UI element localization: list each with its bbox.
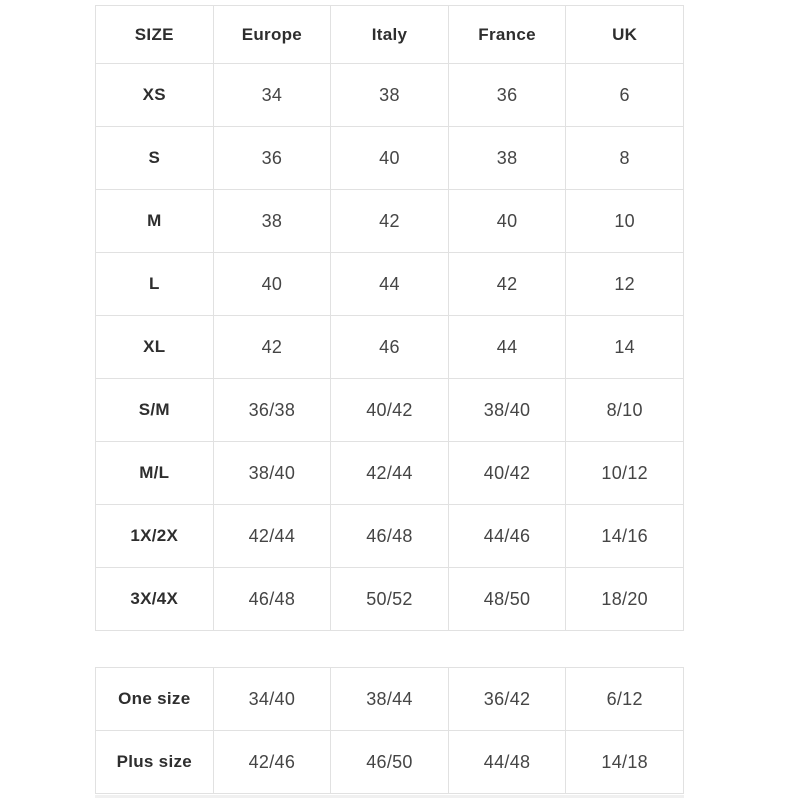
size-value-cell: 42/44 [213,505,331,568]
column-header-italy: Italy [331,6,449,64]
size-value-cell: 6 [566,64,684,127]
size-value-cell: 38/40 [448,379,566,442]
size-value-cell: 10/12 [566,442,684,505]
size-value-cell: 34 [213,64,331,127]
special-sizes-table-body [96,668,684,794]
size-value-cell: 36/38 [213,379,331,442]
table-row [96,668,684,731]
size-value-cell: 38 [213,190,331,253]
size-label-cell: 1X/2X [96,505,214,568]
size-value-cell: 44 [331,253,449,316]
size-value-cell: 40 [213,253,331,316]
size-label-cell: 3X/4X [96,568,214,631]
size-value-cell: 14/16 [566,505,684,568]
column-header-size: SIZE [96,6,214,64]
header-row [96,6,684,64]
size-conversion-chart [95,5,684,798]
size-label-cell: One size [96,668,214,731]
size-label-cell: XS [96,64,214,127]
size-table-body [96,64,684,631]
table-row [96,253,684,316]
size-value-cell: 6/12 [566,668,684,731]
size-value-cell: 42 [331,190,449,253]
size-label-cell: S [96,127,214,190]
table-row [96,731,684,794]
column-header-uk: UK [566,6,684,64]
table-row [96,379,684,442]
size-label-cell: M/L [96,442,214,505]
size-value-cell: 46 [331,316,449,379]
size-value-cell: 36/42 [448,668,566,731]
size-value-cell: 38 [331,64,449,127]
table-row [96,442,684,505]
table-row [96,64,684,127]
size-value-cell: 42/44 [331,442,449,505]
table-row [96,190,684,253]
size-value-cell: 42 [448,253,566,316]
size-label-cell: XL [96,316,214,379]
size-value-cell: 44/46 [448,505,566,568]
size-value-cell: 44/48 [448,731,566,794]
size-value-cell: 38 [448,127,566,190]
size-value-cell: 40 [448,190,566,253]
table-row [96,127,684,190]
size-value-cell: 40/42 [331,379,449,442]
size-value-cell: 14/18 [566,731,684,794]
size-value-cell: 50/52 [331,568,449,631]
table-row [96,568,684,631]
size-table-header [96,6,684,64]
size-label-cell: Plus size [96,731,214,794]
size-value-cell: 42 [213,316,331,379]
size-value-cell: 46/48 [331,505,449,568]
size-label-cell: M [96,190,214,253]
size-value-cell: 44 [448,316,566,379]
size-label-cell: S/M [96,379,214,442]
size-value-cell: 36 [213,127,331,190]
size-value-cell: 40 [331,127,449,190]
size-value-cell: 38/44 [331,668,449,731]
table-bottom-edge [95,795,684,798]
size-value-cell: 8/10 [566,379,684,442]
size-value-cell: 42/46 [213,731,331,794]
size-value-cell: 46/50 [331,731,449,794]
size-value-cell: 48/50 [448,568,566,631]
table-row [96,316,684,379]
table-row [96,505,684,568]
size-value-cell: 36 [448,64,566,127]
column-header-france: France [448,6,566,64]
size-value-cell: 40/42 [448,442,566,505]
special-sizes-table [95,667,684,794]
size-value-cell: 18/20 [566,568,684,631]
size-conversion-table [95,5,684,631]
size-value-cell: 38/40 [213,442,331,505]
size-value-cell: 14 [566,316,684,379]
size-value-cell: 34/40 [213,668,331,731]
column-header-europe: Europe [213,6,331,64]
size-label-cell: L [96,253,214,316]
size-value-cell: 12 [566,253,684,316]
size-value-cell: 10 [566,190,684,253]
size-value-cell: 46/48 [213,568,331,631]
size-value-cell: 8 [566,127,684,190]
